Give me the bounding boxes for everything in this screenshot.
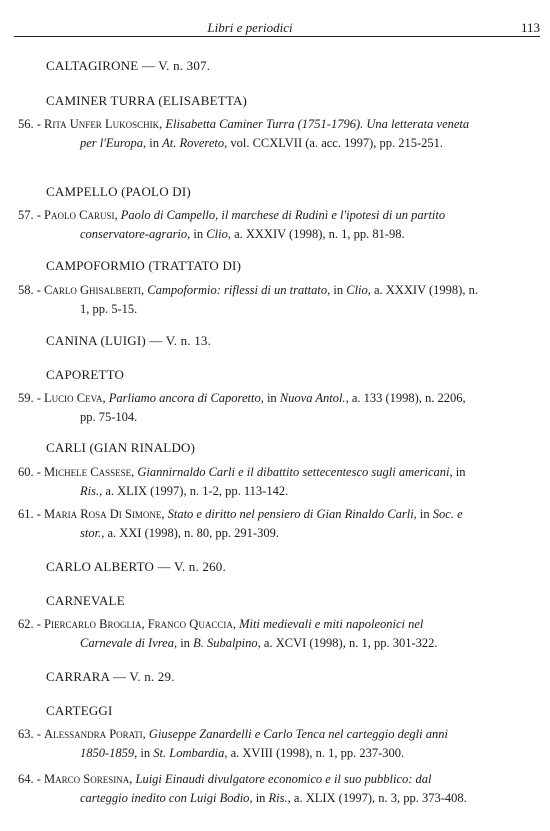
entry-journal: Ris. bbox=[268, 791, 288, 805]
subject-heading: CAMPELLO (PAOLO DI) bbox=[46, 184, 191, 199]
entry-number: 62. - bbox=[18, 617, 45, 631]
entry-sep: , in bbox=[187, 227, 207, 241]
entry-number: 64. - bbox=[18, 772, 45, 786]
entry-details: , a. XCVI (1998), n. 1, pp. 301-322. bbox=[257, 636, 438, 650]
subject-heading: CALTAGIRONE — V. n. 307. bbox=[46, 58, 211, 73]
bibliography-entry: 62. - Piercarlo Broglia, Franco Quaccia, Miti medievali e miti napoleonici nel Carnevale di Ivrea, in B. Subalpino, a. XCVI (1998), n. 1, pp. 301-322. bbox=[18, 617, 438, 650]
entry-title: Elisabetta Caminer Turra (1751-1796). Una letterata veneta per l'Europa bbox=[80, 117, 470, 150]
entry-details: , a. XVIII (1998), n. 1, pp. 237-300. bbox=[224, 746, 405, 760]
entry-number: 61. - bbox=[18, 507, 45, 521]
entry-journal: Clio bbox=[346, 283, 368, 297]
bibliography-entry: 61. - Maria Rosa Di Simone, Stato e diritto nel pensiero di Gian Rinaldo Carli, in Soc. e stor., a. XXI (1998), n. 80, pp. 291-309. bbox=[18, 507, 463, 540]
entry-journal: At. Rovereto bbox=[162, 136, 225, 150]
entry-details: , a. XLIX (1997), n. 1-2, pp. 113-142. bbox=[99, 484, 289, 498]
entry-author: Paolo Carusi bbox=[44, 208, 115, 222]
subject-heading: CARLI (GIAN RINALDO) bbox=[46, 440, 196, 455]
entry-journal: B. Subalpino bbox=[193, 636, 258, 650]
bibliography-entry: 64. - Marco Soresina, Luigi Einaudi divulgatore economico e il suo pubblico: dal carteggio inedito con Luigi Bodio, in Ris., a. XLIX (1997), n. 3, pp. 373-408. bbox=[18, 772, 467, 805]
entry-title: Parliamo ancora di Caporetto bbox=[108, 391, 261, 405]
entry-sep: , in bbox=[249, 791, 269, 805]
entry-journal: Nuova Antol. bbox=[279, 391, 346, 405]
bibliography-entry: 57. - Paolo Carusi, Paolo di Campello, il marchese di Rudinì e l'ipotesi di un partito conservatore-agrario, in Clio, a. XXXIV (1998), n. 1, pp. 81-98. bbox=[18, 208, 446, 241]
entry-number: 63. - bbox=[18, 727, 45, 741]
entry-title: Paolo di Campello, il marchese di Rudinì e l'ipotesi di un partito conservatore-agrario bbox=[80, 208, 446, 241]
entry-author: Alessandra Porati bbox=[44, 727, 143, 741]
entry-author: Lucio Ceva bbox=[44, 391, 103, 405]
entry-journal: St. Lombardia bbox=[153, 746, 225, 760]
subject-heading: CAMPOFORMIO (TRATTATO DI) bbox=[46, 258, 242, 273]
entry-journal: Soc. e stor. bbox=[80, 507, 463, 540]
entry-sep: , in bbox=[449, 465, 466, 479]
running-title: Libri e periodici bbox=[207, 20, 293, 35]
running-header bbox=[0, 14, 540, 36]
entry-author: Maria Rosa Di Simone bbox=[44, 507, 162, 521]
subject-heading: CARNEVALE bbox=[46, 593, 125, 608]
subject-heading: CARRARA — V. n. 29. bbox=[46, 669, 175, 684]
subject-heading: CAPORETTO bbox=[46, 367, 125, 382]
entry-details: , a. XXI (1998), n. 80, pp. 291-309. bbox=[101, 526, 279, 540]
bibliography-entry: 56. - Rita Unfer Lukoschik, Elisabetta Caminer Turra (1751-1796). Una letterata veneta per l'Europa, in At. Rovereto, vol. CCXLVII (a. acc. 1997), pp. 215-251. bbox=[18, 117, 470, 150]
entry-title: Giannirnaldo Carli e il dibattito settecentesco sugli americani bbox=[137, 465, 450, 479]
entry-title: Luigi Einaudi divulgatore economico e il suo pubblico: dal carteggio inedito con Luigi Bodio bbox=[80, 772, 432, 805]
entry-details: , vol. CCXLVII (a. acc. 1997), pp. 215-251. bbox=[224, 136, 444, 150]
header-rule bbox=[14, 36, 540, 37]
subject-heading: CARTEGGI bbox=[46, 703, 113, 718]
entry-details: , a. 133 (1998), n. 2206, pp. 75-104. bbox=[80, 391, 466, 424]
subject-heading: CARLO ALBERTO — V. n. 260. bbox=[46, 559, 226, 574]
entry-title: Stato e diritto nel pensiero di Gian Rinaldo Carli bbox=[167, 507, 414, 521]
entry-sep: , in bbox=[260, 391, 280, 405]
entry-details: , a. XLIX (1997), n. 3, pp. 373-408. bbox=[287, 791, 467, 805]
entry-details: , a. XXXIV (1998), n. 1, pp. 81-98. bbox=[227, 227, 405, 241]
entry-author: Marco Soresina bbox=[44, 772, 130, 786]
entry-title: Campoformio: riflessi di un trattato bbox=[147, 283, 328, 297]
entry-details: , a. XXXIV (1998), n. 1, pp. 5-15. bbox=[80, 283, 478, 316]
bibliography-entry: 58. - Carlo Ghisalberti, Campoformio: riflessi di un trattato, in Clio, a. XXXIV (1998), n. 1, pp. 5-15. bbox=[18, 283, 478, 316]
page-number: 113 bbox=[520, 20, 540, 35]
entry-author: Piercarlo Broglia, Franco Quaccia bbox=[44, 617, 233, 631]
entry-number: 57. - bbox=[18, 208, 45, 222]
subject-heading: CANINA (LUIGI) — V. n. 13. bbox=[46, 333, 212, 348]
entry-journal: Clio bbox=[206, 227, 228, 241]
entry-number: 58. - bbox=[18, 283, 45, 297]
entry-title: Giuseppe Zanardelli e Carlo Tenca nel carteggio degli anni 1850-1859 bbox=[80, 727, 448, 760]
entry-sep: , in bbox=[327, 283, 347, 297]
entry-journal: Ris. bbox=[80, 484, 100, 498]
entry-author: Rita Unfer Lukoschik bbox=[44, 117, 160, 131]
bibliography-entry: 60. - Michele Cassese, Giannirnaldo Carli e il dibattito settecentesco sugli americani, in Ris., a. XLIX (1997), n. 1-2, pp. 113-142. bbox=[18, 465, 466, 498]
entry-number: 56. - bbox=[18, 117, 45, 131]
entry-sep: , in bbox=[173, 636, 194, 650]
entry-author: Michele Cassese bbox=[44, 465, 132, 479]
entry-author: Carlo Ghisalberti bbox=[44, 283, 141, 297]
subject-heading: CAMINER TURRA (ELISABETTA) bbox=[46, 93, 248, 108]
bibliography-entry: 63. - Alessandra Porati, Giuseppe Zanardelli e Carlo Tenca nel carteggio degli anni 1850-1859, in St. Lombardia, a. XVIII (1998), n. 1, pp. 237-300. bbox=[18, 727, 448, 760]
entry-number: 60. - bbox=[18, 465, 45, 479]
entry-number: 59. - bbox=[18, 391, 45, 405]
entry-title: Miti medievali e miti napoleonici nel Carnevale di Ivrea bbox=[80, 617, 424, 650]
entry-sep: , in bbox=[413, 507, 433, 521]
entry-sep: , in bbox=[142, 136, 163, 150]
entry-sep: , in bbox=[134, 746, 154, 760]
bibliography-entry: 59. - Lucio Ceva, Parliamo ancora di Caporetto, in Nuova Antol., a. 133 (1998), n. 2206, pp. 75-104. bbox=[18, 391, 466, 424]
